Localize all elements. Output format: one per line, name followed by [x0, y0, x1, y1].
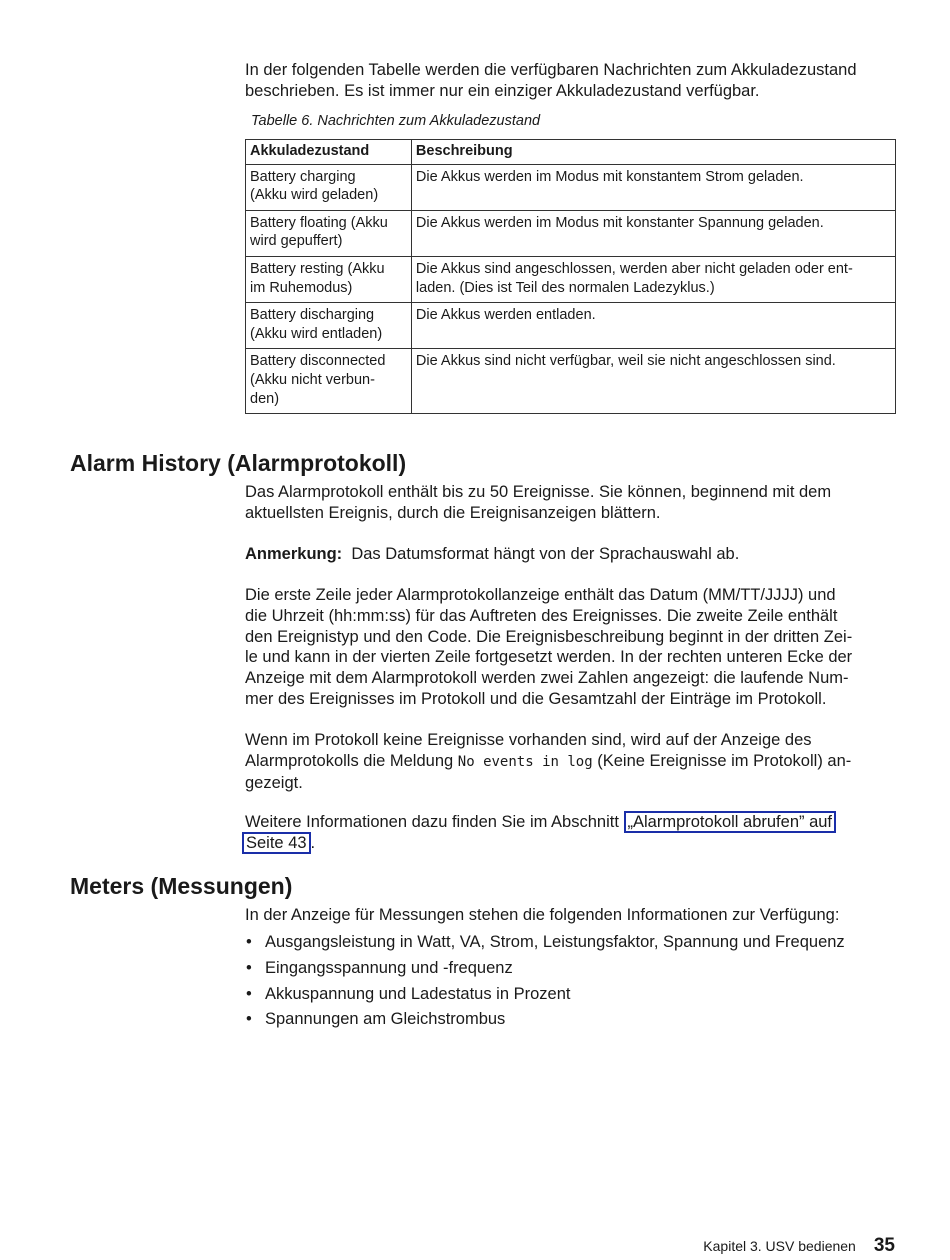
table-row: [246, 210, 896, 256]
list-item: [245, 930, 845, 956]
list-item-text: Akkuspannung und Ladestatus in Prozent: [265, 984, 571, 1003]
list-item-text: Ausgangsleistung in Watt, VA, Strom, Leistungsfaktor, Spannung und Frequenz: [265, 933, 845, 951]
description-line: Die Akkus werden entladen.: [415, 307, 596, 324]
page-footer: [703, 1235, 895, 1257]
page-number: 35: [873, 1235, 895, 1256]
list-item: [245, 1007, 845, 1033]
paragraph-line: gezeigt.: [245, 773, 303, 792]
alarm-log-link[interactable]: „Alarmprotokoll abrufen” auf: [624, 811, 837, 833]
paragraph-line: Anzeige mit dem Alarmprotokoll werden zwei Zahlen angezeigt: die laufende Num-: [245, 669, 849, 688]
bullet-icon: •: [246, 958, 252, 977]
paragraph-text: Weitere Informationen dazu finden Sie im Abschnitt: [245, 813, 624, 831]
table-row: [246, 303, 896, 349]
paragraph-line: aktuellsten Ereignis, durch die Ereignisanzeigen blättern.: [245, 503, 661, 522]
no-events-code: No events in log: [457, 753, 593, 770]
list-item: [245, 982, 845, 1008]
table-header-row: [246, 140, 896, 165]
bullet-icon: •: [246, 984, 252, 1003]
bullet-icon: •: [246, 933, 252, 951]
header-state: Akkuladezustand: [246, 140, 412, 165]
header-description: Beschreibung: [411, 140, 895, 165]
paragraph-text: Alarmprotokolls die Meldung: [245, 751, 458, 770]
description-line: Die Akkus sind nicht verfügbar, weil sie nicht angeschlossen sind.: [415, 353, 836, 370]
state-line: im Ruhemodus): [250, 279, 353, 296]
state-line: (Akku nicht verbun-: [250, 371, 375, 388]
description-cell: [411, 164, 895, 210]
alarm-history-paragraph-4: [245, 812, 895, 854]
description-cell: [411, 349, 895, 414]
paragraph-text: .: [310, 833, 316, 852]
paragraph-line: le und kann in der vierten Zeile fortgesetzt werden. In der rechten unteren Ecke der: [245, 648, 853, 667]
state-cell: [246, 303, 412, 349]
state-cell: [246, 256, 412, 302]
paragraph-line: die Uhrzeit (hh:mm:ss) für das Auftreten des Ereignisses. Die zweite Zeile enthält: [245, 606, 838, 625]
state-line: Battery floating (Akku: [250, 214, 388, 231]
paragraph-line: mer des Ereignisses im Protokoll und die Gesamtzahl der Einträge im Protokoll.: [245, 689, 827, 708]
table-row: [246, 164, 896, 210]
meters-heading: Meters (Messungen): [70, 873, 293, 899]
table-row: [246, 349, 896, 414]
note-label: Anmerkung:: [245, 545, 343, 563]
list-item: [245, 956, 845, 982]
paragraph-line: Wenn im Protokoll keine Ereignisse vorhanden sind, wird auf der Anzeige des: [245, 731, 812, 749]
intro-line-2: beschrieben. Es ist immer nur ein einziger Akkuladezustand verfügbar.: [245, 81, 760, 100]
list-item-text: Spannungen am Gleichstrombus: [265, 1010, 506, 1029]
paragraph-line: den Ereignistyp und den Code. Die Ereignisbeschreibung beginnt in der dritten Zei-: [245, 627, 853, 646]
state-line: (Akku wird geladen): [250, 187, 379, 204]
state-line: Battery resting (Akku: [250, 260, 385, 277]
state-cell: [246, 164, 412, 210]
bullet-icon: •: [246, 1010, 252, 1029]
description-line: Die Akkus sind angeschlossen, werden aber nicht geladen oder ent-: [415, 260, 853, 277]
meters-intro: In der Anzeige für Messungen stehen die folgenden Informationen zur Verfügung:: [245, 906, 840, 924]
state-cell: [246, 349, 412, 414]
state-cell: [246, 210, 412, 256]
description-line: Die Akkus werden im Modus mit konstantem Strom geladen.: [415, 168, 804, 185]
list-item-text: Eingangsspannung und -frequenz: [265, 958, 513, 977]
description-line: laden. (Dies ist Teil des normalen Ladezyklus.): [415, 279, 715, 296]
table-row: [246, 256, 896, 302]
state-line: den): [250, 390, 280, 407]
state-line: Battery disconnected: [250, 353, 386, 370]
table-caption: Tabelle 6. Nachrichten zum Akkuladezustand: [251, 113, 541, 129]
meters-list: [245, 930, 845, 1033]
state-line: (Akku wird entladen): [250, 325, 383, 342]
description-cell: [411, 256, 895, 302]
alarm-history-note: [245, 544, 895, 565]
alarm-history-heading: Alarm History (Alarmprotokoll): [70, 450, 407, 476]
battery-state-table: [245, 139, 896, 414]
alarm-history-paragraph-3: [245, 730, 895, 793]
description-line: Die Akkus werden im Modus mit konstanter Spannung geladen.: [415, 214, 824, 231]
state-line: Battery discharging: [250, 307, 375, 324]
note-text: Das Datumsformat hängt von der Sprachauswahl ab.: [351, 545, 740, 563]
alarm-history-paragraph-1: [245, 482, 895, 524]
paragraph-line: Das Alarmprotokoll enthält bis zu 50 Ereignisse. Sie können, beginnend mit dem: [245, 483, 832, 501]
description-cell: [411, 210, 895, 256]
description-cell: [411, 303, 895, 349]
intro-line-1: In der folgenden Tabelle werden die verfügbaren Nachrichten zum Akkuladezustand: [245, 61, 857, 79]
alarm-log-link-page[interactable]: Seite 43: [242, 832, 311, 854]
chapter-label: Kapitel 3. USV bedienen: [703, 1238, 856, 1254]
state-line: wird gepuffert): [250, 233, 343, 250]
state-line: Battery charging: [250, 168, 356, 185]
paragraph-line: Die erste Zeile jeder Alarmprotokollanzeige enthält das Datum (MM/TT/JJJJ) und: [245, 586, 836, 604]
alarm-history-paragraph-2: [245, 585, 895, 710]
paragraph-text: (Keine Ereignisse im Protokoll) an-: [592, 751, 852, 770]
intro-paragraph: [245, 60, 895, 102]
